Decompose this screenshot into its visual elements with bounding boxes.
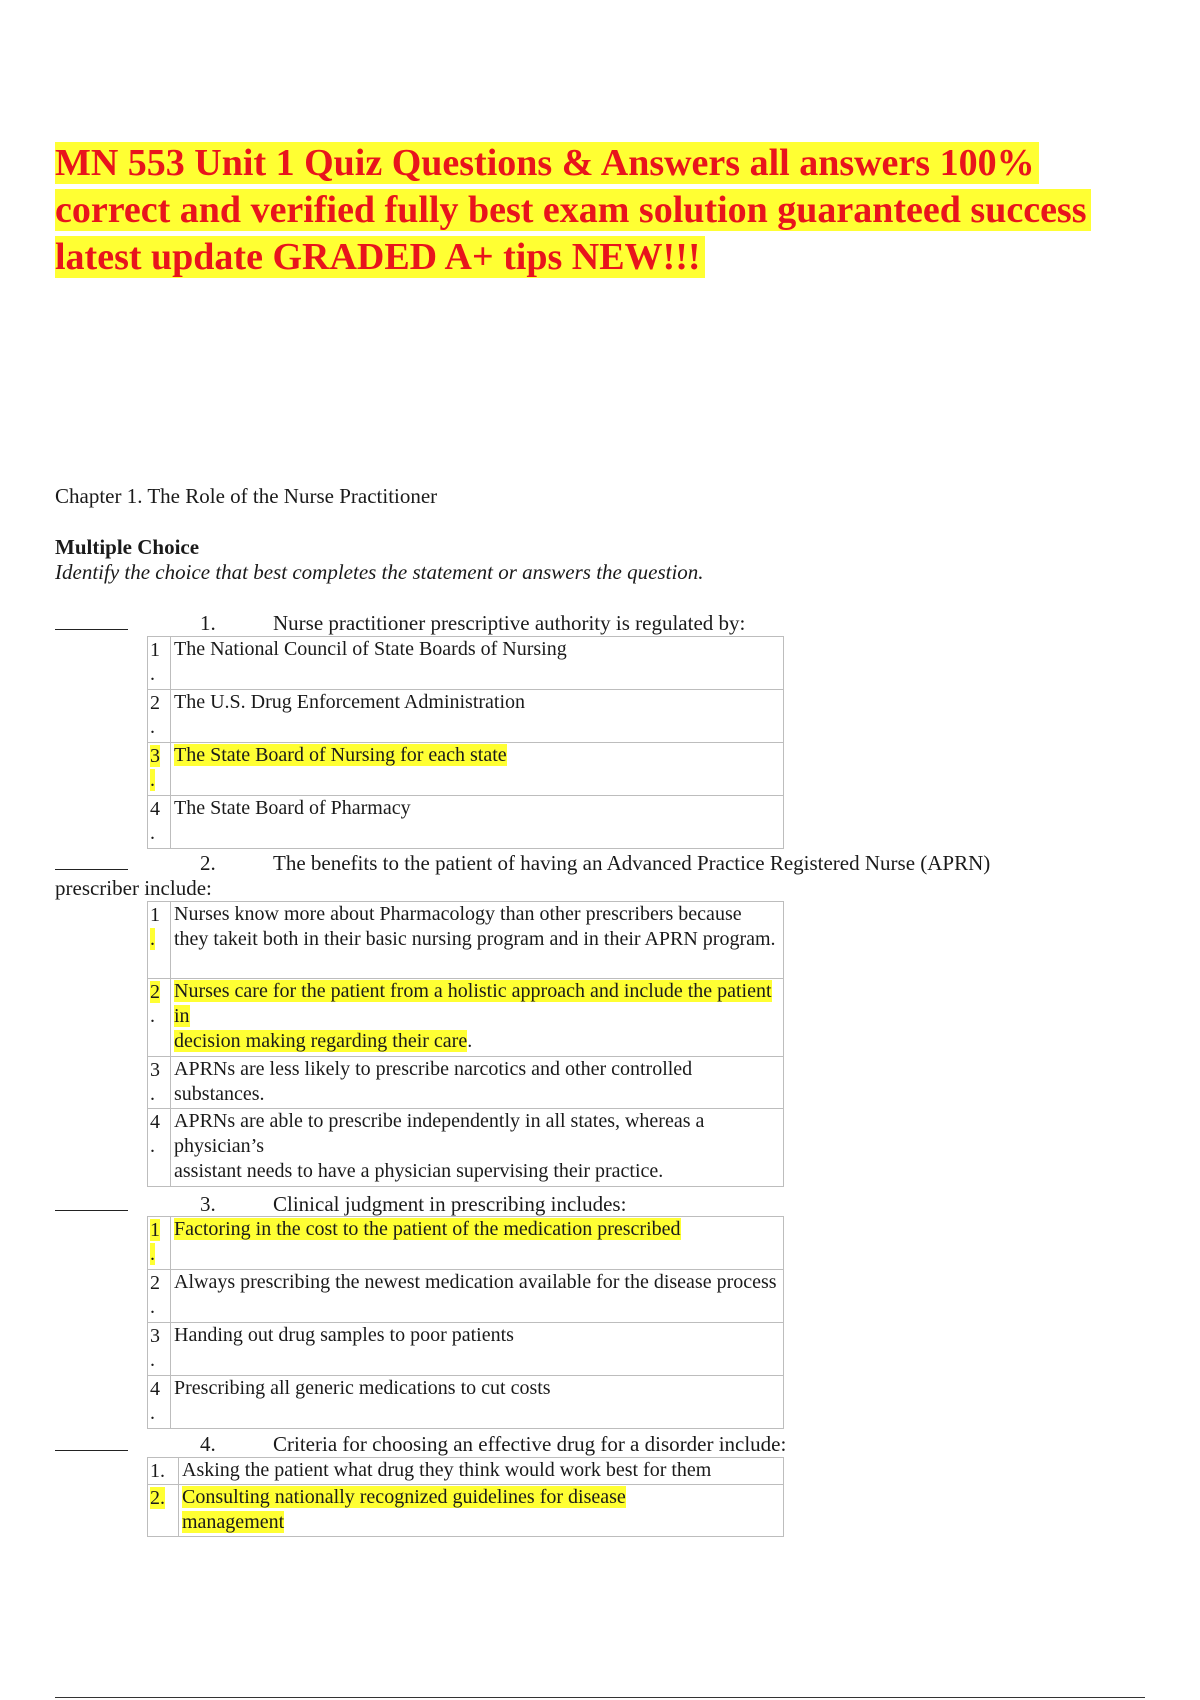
option-row-correct (148, 1485, 784, 1537)
question-text: Clinical judgment in prescribing includes: (273, 1192, 627, 1216)
option-row-correct (148, 1217, 784, 1270)
option-number: 1. (148, 1458, 179, 1485)
option-text: The State Board of Pharmacy (171, 796, 784, 849)
option-row-correct (148, 743, 784, 796)
option-number: 1 . (148, 1217, 171, 1270)
option-row (148, 637, 784, 690)
option-number: 1 . (148, 637, 171, 690)
option-number: 4 . (148, 1376, 171, 1429)
option-row-correct (148, 979, 784, 1057)
option-row (148, 796, 784, 849)
answer-blank (55, 611, 128, 630)
option-row (148, 1376, 784, 1429)
document-title: MN 553 Unit 1 Quiz Questions & Answers all answers 100% correct and verified fully best exam solution guaranteed success latest update GRADED A+ tips NEW!!! (55, 140, 1145, 281)
page-bottom-rule (55, 1697, 1145, 1698)
section-heading: Multiple Choice (55, 535, 200, 559)
question-text-continued: prescriber include: (55, 876, 212, 900)
option-text: Handing out drug samples to poor patients (171, 1323, 784, 1376)
option-text: APRNs are less likely to prescribe narcotics and other controlled substances. (171, 1057, 784, 1109)
option-number: 2 . (148, 979, 171, 1057)
option-row (148, 1323, 784, 1376)
option-text: The National Council of State Boards of Nursing (171, 637, 784, 690)
options-table (147, 901, 784, 1187)
answer-blank (55, 1192, 128, 1211)
option-number: 2 . (148, 1270, 171, 1323)
option-text: Prescribing all generic medications to cut costs (171, 1376, 784, 1429)
answer-blank (55, 851, 128, 870)
option-row (148, 902, 784, 979)
options-table (147, 1216, 784, 1429)
question-2 (55, 851, 991, 876)
options-table (147, 636, 784, 849)
option-text: Consulting nationally recognized guidelines for disease management (179, 1485, 784, 1537)
question-text: Criteria for choosing an effective drug for a disorder include: (273, 1432, 787, 1456)
option-row (148, 1057, 784, 1109)
option-row (148, 1109, 784, 1187)
option-number: 4 . (148, 1109, 171, 1187)
option-text: The State Board of Nursing for each state (171, 743, 784, 796)
options-table (147, 1457, 784, 1537)
option-text: Factoring in the cost to the patient of the medication prescribed (171, 1217, 784, 1270)
option-text: Nurses care for the patient from a holistic approach and include the patient in decision making regarding their care. (171, 979, 784, 1057)
question-1 (55, 611, 746, 636)
option-row (148, 1458, 784, 1485)
option-number: 2. (148, 1485, 179, 1537)
question-number: 3. (200, 1192, 216, 1216)
answer-blank (55, 1432, 128, 1451)
question-number: 1. (200, 611, 216, 635)
chapter-heading: Chapter 1. The Role of the Nurse Practitioner (55, 484, 438, 508)
question-number: 4. (200, 1432, 216, 1456)
option-text: APRNs are able to prescribe independently in all states, whereas a physician’s assistant needs to have a physician supervising their practice. (171, 1109, 784, 1187)
option-text: The U.S. Drug Enforcement Administration (171, 690, 784, 743)
question-4 (55, 1432, 787, 1457)
question-text: Nurse practitioner prescriptive authority is regulated by: (273, 611, 746, 635)
option-number: 1 . (148, 902, 171, 979)
option-number: 3 . (148, 743, 171, 796)
section-instructions: Identify the choice that best completes the statement or answers the question. (55, 560, 704, 584)
question-number: 2. (200, 851, 216, 875)
option-row (148, 690, 784, 743)
option-text: Asking the patient what drug they think would work best for them (179, 1458, 784, 1485)
option-number: 3 . (148, 1057, 171, 1109)
question-text: The benefits to the patient of having an Advanced Practice Registered Nurse (APRN) (273, 851, 991, 875)
option-text: Always prescribing the newest medication available for the disease process (171, 1270, 784, 1323)
option-number: 4 . (148, 796, 171, 849)
option-number: 3 . (148, 1323, 171, 1376)
option-row (148, 1270, 784, 1323)
question-3 (55, 1192, 627, 1217)
option-number: 2 . (148, 690, 171, 743)
option-text: Nurses know more about Pharmacology than other prescribers because they takeit both in their basic nursing program and in their APRN program. (171, 902, 784, 979)
